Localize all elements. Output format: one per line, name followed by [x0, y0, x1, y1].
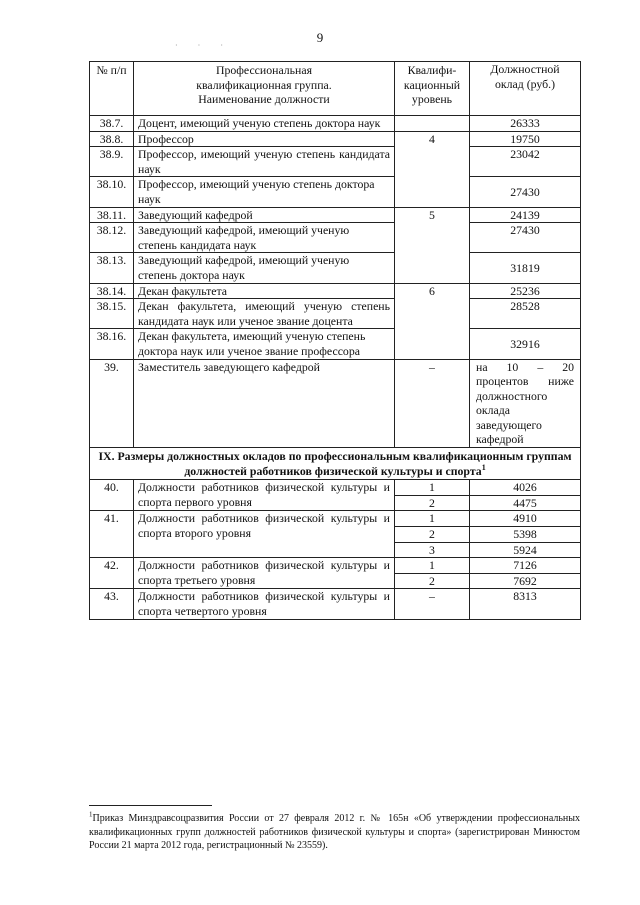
section-title: IX. Размеры должностных окладов по профессиональным квалификационным группам должностей работников физической культуры и спорта [98, 449, 572, 478]
header-position [134, 62, 395, 116]
row-salary: 32916 [470, 329, 581, 359]
row-position: Декан факультета, имеющий ученую степень кандидата наук или ученое звание доцента [134, 299, 395, 329]
row-salary: 26333 [470, 116, 581, 132]
row-level: 1 [395, 511, 470, 527]
row-salary: 27430 [470, 223, 581, 253]
row-num: 38.11. [90, 207, 134, 223]
table-row [90, 329, 581, 359]
row-position: Заведующий кафедрой [134, 207, 395, 223]
row-position: Заведующий кафедрой, имеющий ученую степень доктора наук [134, 253, 395, 283]
header-num: № п/п [90, 62, 134, 116]
row-position: Декан факультета, имеющий ученую степень доктора наук или ученое звание профессора [134, 329, 395, 359]
row-position: Заведующий кафедрой, имеющий ученую степень кандидата наук [134, 223, 395, 253]
row-position: Должности работников физической культуры и спорта третьего уровня [134, 558, 395, 589]
table-row [90, 177, 581, 207]
row-level: 2 [395, 495, 470, 511]
footnote-text: Приказ Минздравсоцразвития России от 27 февраля 2012 г. № 165н «Об утверждении профессиональных квалификационных групп должностей работников физической культуры и спорта» (зарегистрирован Минюстом России 21 марта 2012 года, регистрационный № 23559). [89, 813, 580, 851]
row-position: Декан факультета [134, 283, 395, 299]
row-salary: 31819 [470, 253, 581, 283]
level-group-6: 6 [395, 283, 470, 359]
row-num: 39. [90, 359, 134, 448]
row-salary: 7126 [470, 558, 581, 574]
row-salary: 8313 [470, 589, 581, 619]
row-num: 38.10. [90, 177, 134, 207]
row-level: 2 [395, 527, 470, 543]
header-group: Профессиональная квалификационная группа. [196, 63, 332, 92]
table-row [90, 207, 581, 223]
table-row [90, 480, 581, 496]
row-position: Профессор [134, 131, 395, 147]
footnote-divider [89, 805, 212, 806]
page-number: 9 [316, 30, 324, 45]
table-row [90, 283, 581, 299]
row-position: Профессор, имеющий ученую степень доктора наук [134, 177, 395, 207]
row-salary: 4475 [470, 495, 581, 511]
row-num: 41. [90, 511, 134, 558]
row-num: 40. [90, 480, 134, 511]
table-row [90, 223, 581, 253]
row-num: 38.12. [90, 223, 134, 253]
footnote-ref: 1 [481, 462, 486, 472]
row-num: 43. [90, 589, 134, 619]
level-group-4: 4 [395, 131, 470, 207]
row-salary: 4026 [470, 480, 581, 496]
row-level: 3 [395, 542, 470, 558]
row-salary: 28528 [470, 299, 581, 329]
header-level: Квалифи-кационный уровень [395, 62, 470, 116]
row-salary: 5924 [470, 542, 581, 558]
table-row [90, 131, 581, 147]
section-heading-row [90, 448, 581, 480]
table-row [90, 299, 581, 329]
table-header-row [90, 62, 581, 116]
row-salary: 24139 [470, 207, 581, 223]
row-salary: 5398 [470, 527, 581, 543]
header-salary: Должностной оклад (руб.) [470, 62, 581, 116]
row-level: – [395, 589, 470, 619]
row-level: 1 [395, 558, 470, 574]
row-num: 38.7. [90, 116, 134, 132]
row-position: Должности работников физической культуры и спорта четвертого уровня [134, 589, 395, 619]
table-row [90, 558, 581, 574]
table-row [90, 511, 581, 527]
table-row [90, 147, 581, 177]
row-level-empty [395, 116, 470, 132]
table-row [90, 253, 581, 283]
row-num: 38.8. [90, 131, 134, 147]
row-salary: 25236 [470, 283, 581, 299]
salary-table [89, 61, 581, 620]
row-position: Профессор, имеющий ученую степень кандидата наук [134, 147, 395, 177]
section-heading [90, 448, 581, 480]
row-num: 38.16. [90, 329, 134, 359]
row-num: 38.13. [90, 253, 134, 283]
row-num: 38.15. [90, 299, 134, 329]
row-salary: 4910 [470, 511, 581, 527]
row-salary: 7692 [470, 573, 581, 589]
table-row [90, 589, 581, 619]
level-group-5: 5 [395, 207, 470, 283]
scan-artifact: · · · [175, 41, 232, 50]
row-num: 38.9. [90, 147, 134, 177]
footnote-mark: 1 [89, 810, 93, 819]
row-position: Должности работников физической культуры и спорта второго уровня [134, 511, 395, 558]
row-level: 2 [395, 573, 470, 589]
row-num: 42. [90, 558, 134, 589]
row-position: Должности работников физической культуры и спорта первого уровня [134, 480, 395, 511]
table-row [90, 116, 581, 132]
footnote [89, 812, 580, 853]
header-name: Наименование должности [198, 92, 330, 107]
row-position: Заместитель заведующего кафедрой [134, 359, 395, 448]
table-row [90, 359, 581, 448]
row-level: – [395, 359, 470, 448]
row-salary: 23042 [470, 147, 581, 177]
row-position: Доцент, имеющий ученую степень доктора наук [134, 116, 395, 132]
row-salary: 19750 [470, 131, 581, 147]
row-num: 38.14. [90, 283, 134, 299]
row-level: 1 [395, 480, 470, 496]
row-salary: на 10 – 20 процентов ниже должностного оклада заведующего кафедрой [470, 359, 581, 448]
row-salary: 27430 [470, 177, 581, 207]
